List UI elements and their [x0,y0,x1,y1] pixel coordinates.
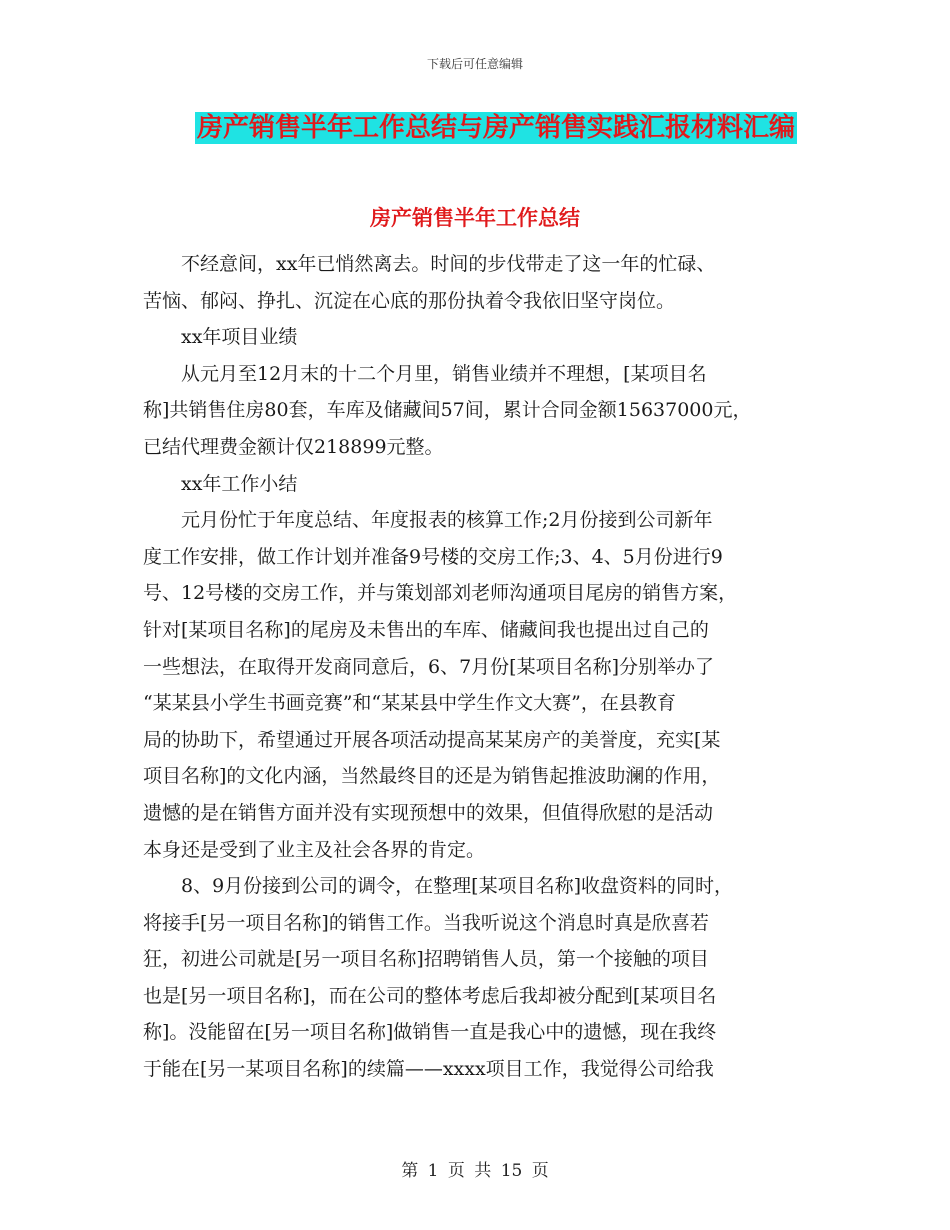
text-line: 将接手[另一项目名称]的销售工作。当我听说这个消息时真是欣喜若 [143,911,709,934]
subheading-summary [143,466,823,503]
text-line: 度工作安排，做工作计划并准备9号楼的交房工作;3、4、5月份进行9 [143,545,723,568]
paragraph-performance [143,356,823,466]
text-line: 针对[某项目名称]的尾房及未售出的车库、储藏间我也提出过自己的 [143,618,709,641]
text-line: 也是[另一项目名称]，而在公司的整体考虑后我却被分配到[某项目名 [143,984,717,1007]
text-line: 已结代理费金额计仅218899元整。 [143,435,444,458]
body-text [143,246,823,1088]
text-line: 于能在[另一某项目名称]的续篇——xxxx项目工作，我觉得公司给我 [143,1058,714,1081]
paragraph-intro [143,246,823,319]
text-line: 本身还是受到了业主及社会各界的肯定。 [143,838,486,861]
header-note: 下载后可任意编辑 [426,57,523,71]
text-line: 元月份忙于年度总结、年度报表的核算工作;2月份接到公司新年 [181,509,713,532]
text-line: xx年项目业绩 [181,326,298,349]
paragraph-summary [143,502,823,868]
page-footer: 第 1 页 共 15 页 [401,1161,549,1181]
text-line: 称]共销售住房80套，车库及储藏间57间，累计合同金额15637000元， [143,399,752,422]
text-line: 8、9月份接到公司的调令，在整理[某项目名称]收盘资料的同时， [181,875,734,898]
text-line: 狂，初进公司就是[另一项目名称]招聘销售人员，第一个接触的项目 [143,948,709,971]
text-line: 苦恼、郁闷、挣扎、沉淀在心底的那份执着令我依旧坚守岗位。 [143,289,676,312]
section-title: 房产销售半年工作总结 [370,205,580,230]
text-line: 不经意间，xx年已悄然离去。时间的步伐带走了这一年的忙碌、 [181,253,716,275]
text-line: 遗憾的是在销售方面并没有实现预想中的效果，但值得欣慰的是活动 [143,801,714,824]
text-line: 局的协助下，希望通过开展各项活动提高某某房产的美誉度，充实[某 [143,728,721,751]
text-line: 从元月至12月末的十二个月里，销售业绩并不理想，[某项目名 [181,362,707,385]
text-line: 项目名称]的文化内涵，当然最终目的还是为销售起推波助澜的作用， [143,765,721,788]
text-line: “某某县小学生书画竞赛”和“某某县中学生作文大赛”，在县教育 [143,692,676,715]
text-line: 号、12号楼的交房工作，并与策划部刘老师沟通项目尾房的销售方案， [143,582,738,605]
text-line: 称]。没能留在[另一项目名称]做销售一直是我心中的遗憾，现在我终 [143,1021,717,1044]
subheading-performance [143,319,823,356]
text-line: xx年工作小结 [181,472,298,495]
paragraph-transfer [143,868,823,1088]
document-title: 房产销售半年工作总结与房产销售实践汇报材料汇编 [197,113,796,143]
text-line: 一些想法，在取得开发商同意后，6、7月份[某项目名称]分别举办了 [143,655,715,678]
